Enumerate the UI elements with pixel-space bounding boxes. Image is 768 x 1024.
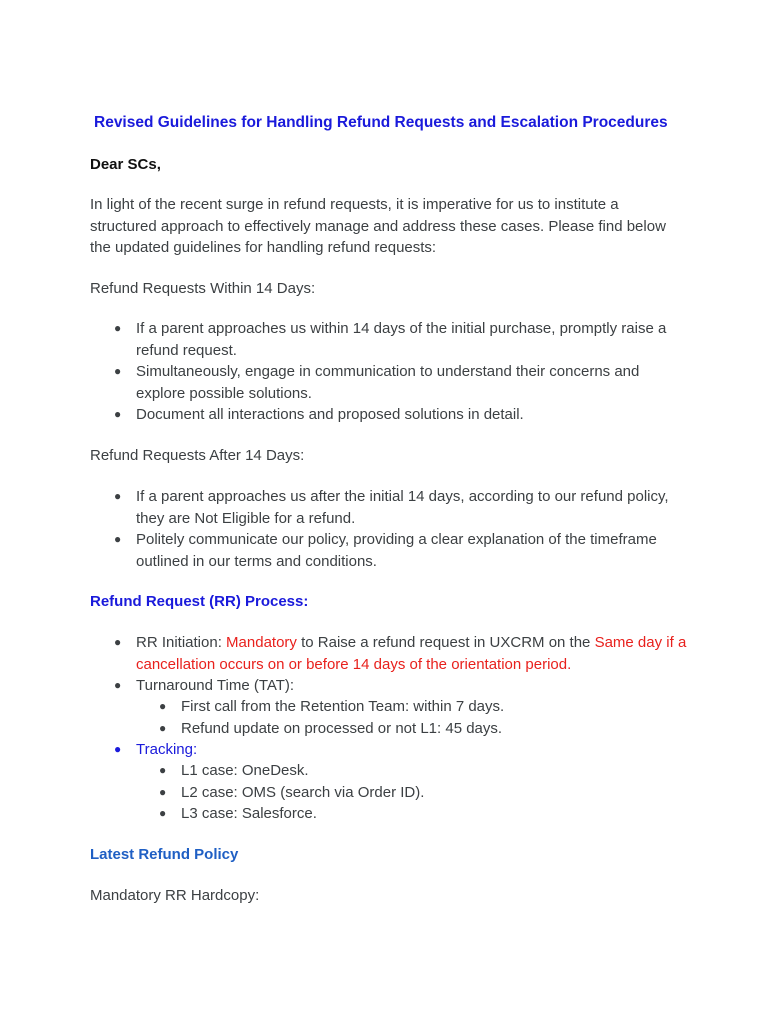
list-item: ● If a parent approaches us after the initial 14 days, according to our refund policy, they are Not Eligible for a refund.: [114, 488, 669, 527]
intro-paragraph: In light of the recent surge in refund requests, it is imperative for us to institute a structured approach to effectively manage and address these cases. Please find below the updated guidelines for handling refund requests:: [90, 196, 666, 256]
tracking-list: [90, 739, 690, 761]
tracking-sublist: [90, 760, 690, 825]
list-item: ● L3 case: Salesforce.: [90, 803, 690, 825]
bullet-icon: ●: [114, 364, 122, 378]
after-list: [90, 486, 690, 572]
list-item: ● Refund update on processed or not L1: 45 days.: [90, 718, 690, 740]
list-item-tracking: ● Tracking:: [90, 739, 690, 761]
page-title: Revised Guidelines for Handling Refund Requests and Escalation Procedures: [94, 114, 668, 131]
refund-policy-link[interactable]: Latest Refund Policy: [90, 846, 239, 863]
list-item: ● Simultaneously, engage in communication to understand their concerns and explore possible solutions.: [114, 363, 640, 402]
bullet-icon: ●: [114, 678, 122, 692]
bullet-icon: ●: [159, 720, 167, 735]
bullet-icon: ●: [114, 532, 122, 546]
after-heading: Refund Requests After 14 Days:: [90, 447, 305, 464]
bullet-icon: ●: [114, 635, 122, 649]
list-item-initiation: ● RR Initiation: Mandatory to Raise a refund request in UXCRM on the Same day if a cancellation occurs on or before 14 days of the orientation period.: [114, 634, 687, 673]
tat-sublist: [90, 696, 690, 739]
list-item: ● L2 case: OMS (search via Order ID).: [90, 782, 690, 804]
bullet-icon: ●: [114, 742, 122, 756]
bullet-icon: ●: [159, 806, 167, 820]
list-item: ● Document all interactions and proposed solutions in detail.: [90, 404, 690, 426]
rr-list: [90, 632, 690, 697]
bullet-icon: ●: [114, 321, 122, 335]
rr-heading: Refund Request (RR) Process:: [90, 593, 309, 610]
bullet-icon: ●: [114, 407, 122, 421]
list-item: ● Politely communicate our policy, providing a clear explanation of the timeframe outlined in our terms and conditions.: [114, 531, 657, 570]
bullet-icon: ●: [114, 489, 122, 503]
greeting: Dear SCs,: [90, 156, 161, 173]
list-item: ● First call from the Retention Team: within 7 days.: [90, 696, 690, 718]
hardcopy-label: Mandatory RR Hardcopy:: [90, 887, 260, 904]
list-item: ● If a parent approaches us within 14 days of the initial purchase, promptly raise a refund request.: [114, 320, 667, 359]
bullet-icon: ●: [159, 784, 167, 799]
within-heading: Refund Requests Within 14 Days:: [90, 280, 316, 297]
bullet-icon: ●: [159, 763, 167, 777]
list-item-tat: ● Turnaround Time (TAT):: [90, 675, 690, 697]
within-list: [90, 318, 690, 426]
bullet-icon: ●: [159, 699, 167, 713]
list-item: ● L1 case: OneDesk.: [90, 760, 690, 782]
